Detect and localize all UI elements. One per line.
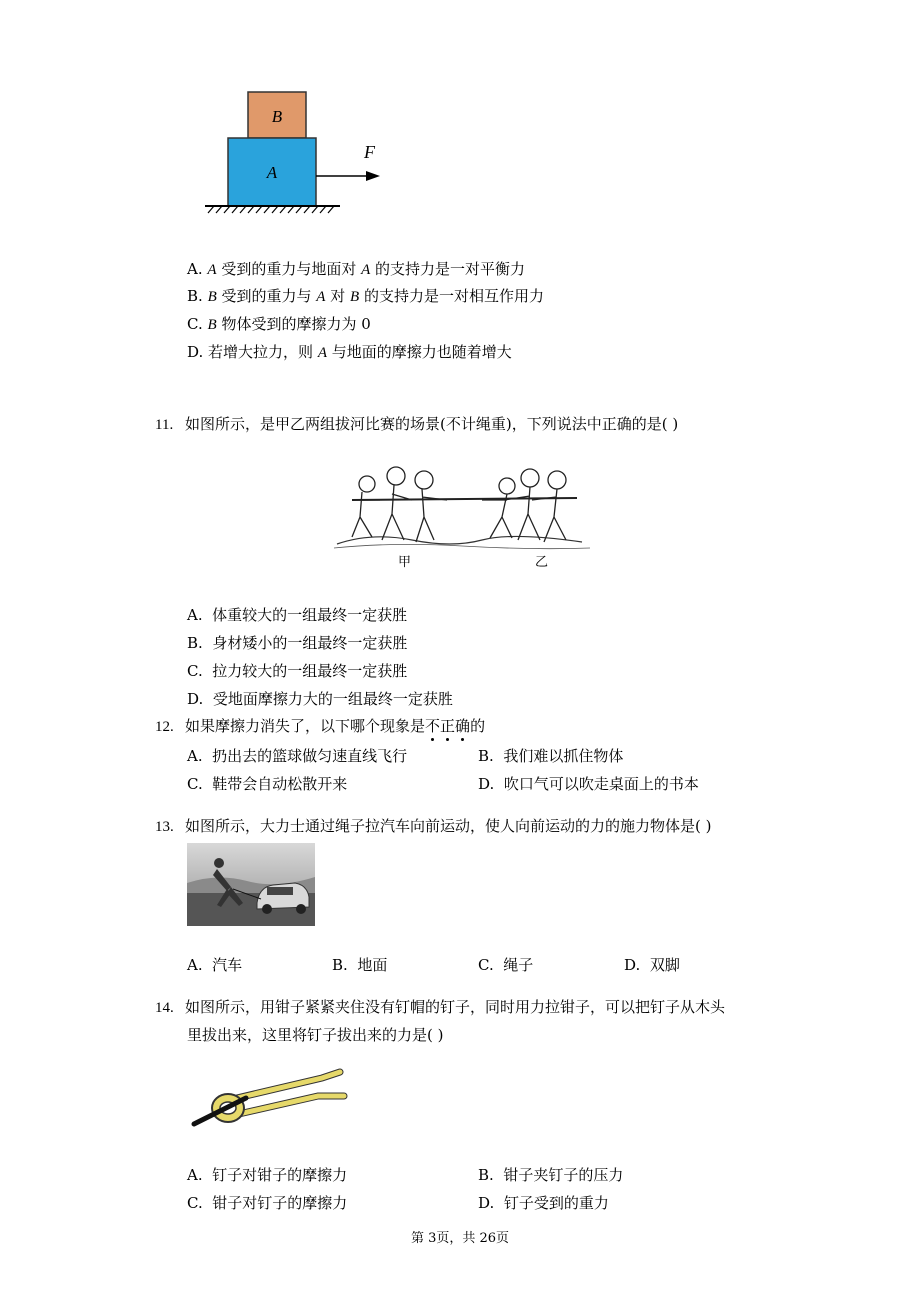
team-yi-label: 乙: [535, 555, 549, 570]
q14-option-c: C. 钳子对钉子的摩擦力: [187, 1194, 348, 1212]
q10-option-b: B. B 受到的重力与 A 对 B 的支持力是一对相互作用力: [187, 287, 544, 305]
q10-option-part: 与地面的摩擦力也随着增大: [327, 343, 512, 361]
q11-stem: 11. 如图所示，是甲乙两组拔河比赛的场景(不计绳重)，下列说法中正确的是( ): [155, 415, 679, 433]
q10-option-part: 受到的重力与地面对: [216, 260, 362, 278]
q14-option-b: B. 钳子夹钉子的压力: [478, 1166, 624, 1184]
blocks-figure: [200, 88, 400, 218]
block-b-label: B: [271, 107, 283, 126]
q10-option-a-text: [207, 260, 525, 278]
q10-option-part: 若增大拉力，则: [208, 343, 318, 361]
q14-stem-line2: 里拔出来，这里将钉子拔出来的力是( ): [187, 1026, 444, 1044]
q10-option-part: A: [316, 289, 326, 305]
force-label: F: [364, 142, 375, 162]
q10-option-b-text: [208, 287, 544, 305]
q13-option-a: A. 汽车: [187, 956, 243, 974]
q10-option-part: A: [207, 262, 217, 278]
q10-option-part: 的支持力是一对相互作用力: [359, 287, 544, 305]
q10-option-part: A: [317, 345, 327, 361]
q12-number: 12.: [155, 719, 174, 735]
q12-option-d: D. 吹口气可以吹走桌面上的书本: [478, 775, 699, 793]
q14-stem-line1: 14. 如图所示，用钳子紧紧夹住没有钉帽的钉子，同时用力拉钳子，可以把钉子从木头: [155, 998, 726, 1016]
q10-option-c: C. B 物体受到的摩擦力为 0: [187, 315, 371, 333]
q14-option-a: A. 钉子对钳子的摩擦力: [187, 1166, 348, 1184]
q10-option-d: D. 若增大拉力，则 A 与地面的摩擦力也随着增大: [187, 343, 512, 361]
team-jia-label: 甲: [398, 555, 412, 570]
q12-option-b: B. 我们难以抓住物体: [478, 747, 624, 765]
q11-option-d: D. 受地面摩擦力大的一组最终一定获胜: [187, 690, 453, 708]
q13-stem: 13. 如图所示，大力士通过绳子拉汽车向前运动，使人向前运动的力的施力物体是( ): [155, 817, 712, 835]
q14-number: 14.: [155, 1000, 174, 1016]
q10-option-c-text: [208, 315, 371, 333]
q10-option-part: 对: [325, 287, 351, 305]
q11-option-a: A. 体重较大的一组最终一定获胜: [187, 606, 408, 624]
q11-number: 11.: [155, 417, 174, 433]
q14-option-d: D. 钉子受到的重力: [478, 1194, 609, 1212]
q12-stem: 12. 如果摩擦力消失了，以下哪个现象是不正确的: [155, 717, 486, 735]
pincers-figure: [190, 1060, 350, 1140]
q11-option-b: B. 身材矮小的一组最终一定获胜: [187, 634, 408, 652]
q10-option-part: 受到的重力与: [216, 287, 317, 305]
q10-option-part: B: [207, 289, 217, 305]
q13-option-b: B. 地面: [332, 956, 388, 974]
q12-option-a: A. 扔出去的篮球做匀速直线飞行: [187, 747, 408, 765]
q13-number: 13.: [155, 819, 174, 835]
strongman-photo: [187, 843, 315, 926]
q10-option-part: 物体受到的摩擦力为 0: [216, 315, 371, 333]
q12-option-c: C. 鞋带会自动松散开来: [187, 775, 348, 793]
q13-option-d: D. 双脚: [624, 956, 680, 974]
q10-option-d-text: [208, 343, 512, 361]
q10-option-part: A: [361, 262, 371, 278]
q10-option-part: 的支持力是一对平衡力: [370, 260, 526, 278]
page-footer: 第 3页，共 26页: [410, 1231, 510, 1246]
q10-option-a: A. A 受到的重力与地面对 A 的支持力是一对平衡力: [187, 260, 526, 278]
q11-option-c: C. 拉力较大的一组最终一定获胜: [187, 662, 408, 680]
q10-option-part: B: [207, 317, 217, 333]
block-a-label: A: [266, 163, 278, 182]
q10-option-part: B: [350, 289, 360, 305]
tug-of-war-figure: [332, 462, 592, 572]
q13-option-c: C. 绳子: [478, 956, 534, 974]
